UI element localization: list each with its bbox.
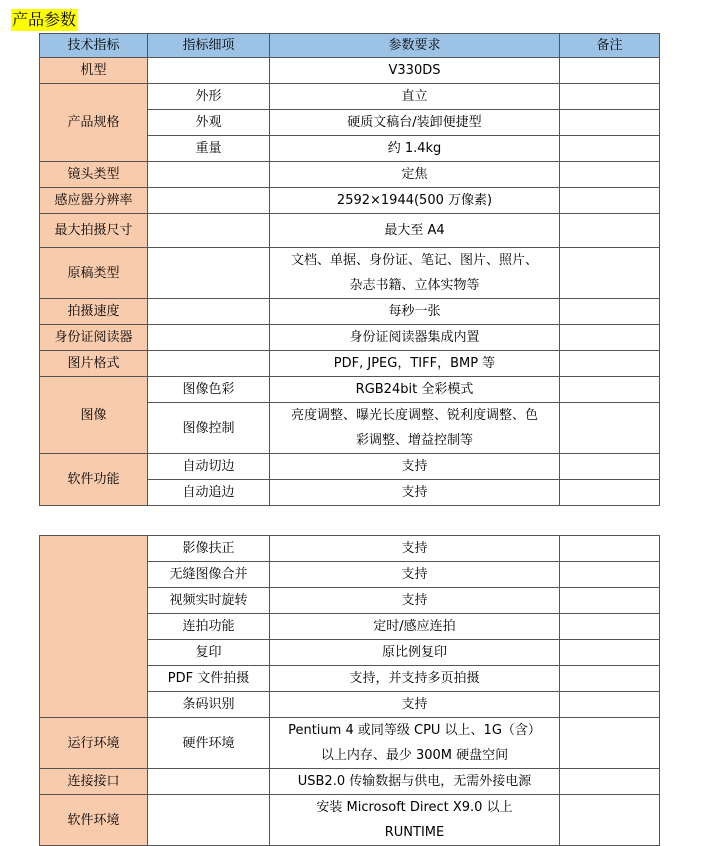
remark-cell [560, 299, 660, 325]
table-row [40, 718, 660, 769]
header-requirement: 参数要求 [270, 34, 560, 58]
value-cell: 支持 [270, 454, 560, 480]
sub-cell: 重量 [148, 136, 270, 162]
sub-cell: 外观 [148, 110, 270, 136]
sub-cell [148, 58, 270, 84]
value-cell: 直立 [270, 84, 560, 110]
category-cell: 软件功能 [40, 454, 148, 506]
value-line: RUNTIME [384, 825, 445, 840]
sub-cell [148, 162, 270, 188]
table-row [40, 325, 660, 351]
remark-cell [560, 248, 660, 299]
category-cell: 产品规格 [40, 84, 148, 162]
table-row [40, 769, 660, 795]
remark-cell [560, 214, 660, 248]
table-row [40, 454, 660, 480]
page-title: 产品参数 [12, 10, 77, 29]
category-cell: 连接接口 [40, 769, 148, 795]
category-cell: 身份证阅读器 [40, 325, 148, 351]
sub-cell [148, 351, 270, 377]
remark-cell [560, 536, 660, 562]
sub-cell [148, 299, 270, 325]
value-cell: RGB24bit 全彩模式 [270, 377, 560, 403]
category-cell: 图像 [40, 377, 148, 454]
category-cell: 机型 [40, 58, 148, 84]
remark-cell [560, 588, 660, 614]
value-line: Pentium 4 或同等级 CPU 以上、1G（含） [288, 723, 541, 738]
value-line: 彩调整、增益控制等 [355, 433, 473, 448]
value-cell: 每秒一张 [270, 299, 560, 325]
value-cell: 支持 [270, 562, 560, 588]
value-cell: USB2.0 传输数据与供电，无需外接电源 [270, 769, 560, 795]
remark-cell [560, 640, 660, 666]
table-row [40, 214, 660, 248]
table-row [40, 188, 660, 214]
sub-cell [148, 325, 270, 351]
sub-cell: 复印 [148, 640, 270, 666]
value-cell [270, 248, 560, 299]
value-cell: 支持，并支持多页拍摄 [270, 666, 560, 692]
remark-cell [560, 692, 660, 718]
parameters-table-continued [39, 535, 660, 846]
category-cell: 原稿类型 [40, 248, 148, 299]
sub-cell: 图像控制 [148, 403, 270, 454]
sub-cell: 硬件环境 [148, 718, 270, 769]
value-line: 文档、单据、身份证、笔记、图片、照片、 [290, 253, 538, 268]
remark-cell [560, 614, 660, 640]
sub-cell [148, 188, 270, 214]
remark-cell [560, 666, 660, 692]
value-cell: 身份证阅读器集成内置 [270, 325, 560, 351]
sub-cell: 连拍功能 [148, 614, 270, 640]
header-indicator: 技术指标 [40, 34, 148, 58]
value-cell [270, 403, 560, 454]
category-cell: 拍摄速度 [40, 299, 148, 325]
value-cell: 最大至 A4 [270, 214, 560, 248]
sub-cell: 图像色彩 [148, 377, 270, 403]
sub-cell: 外形 [148, 84, 270, 110]
category-cell: 最大拍摄尺寸 [40, 214, 148, 248]
value-cell: 2592×1944(500 万像素) [270, 188, 560, 214]
value-cell: V330DS [270, 58, 560, 84]
table-row [40, 795, 660, 846]
value-line: 亮度调整、曝光长度调整、锐利度调整、色 [290, 408, 538, 423]
sub-cell [148, 214, 270, 248]
remark-cell [560, 718, 660, 769]
category-cell: 感应器分辨率 [40, 188, 148, 214]
remark-cell [560, 58, 660, 84]
remark-cell [560, 480, 660, 506]
header-row [40, 34, 660, 58]
value-cell: 支持 [270, 692, 560, 718]
parameters-table [39, 33, 660, 506]
table-row [40, 351, 660, 377]
value-cell [270, 718, 560, 769]
sub-cell: 视频实时旋转 [148, 588, 270, 614]
header-sub-item: 指标细项 [148, 34, 270, 58]
value-line: 杂志书籍、立体实物等 [349, 278, 480, 293]
remark-cell [560, 325, 660, 351]
table-row [40, 84, 660, 110]
sub-cell: 影像扶正 [148, 536, 270, 562]
value-cell: 硬质文稿台/装卸便捷型 [270, 110, 560, 136]
sub-cell: 条码识别 [148, 692, 270, 718]
remark-cell [560, 84, 660, 110]
remark-cell [560, 562, 660, 588]
sub-cell: 无缝图像合并 [148, 562, 270, 588]
value-cell: 原比例复印 [270, 640, 560, 666]
value-cell: 定焦 [270, 162, 560, 188]
remark-cell [560, 162, 660, 188]
remark-cell [560, 454, 660, 480]
remark-cell [560, 795, 660, 846]
remark-cell [560, 351, 660, 377]
remark-cell [560, 377, 660, 403]
remark-cell [560, 403, 660, 454]
remark-cell [560, 136, 660, 162]
remark-cell [560, 110, 660, 136]
value-cell: PDF, JPEG，TIFF，BMP 等 [270, 351, 560, 377]
header-remark: 备注 [560, 34, 660, 58]
table-row [40, 299, 660, 325]
value-cell: 定时/感应连拍 [270, 614, 560, 640]
value-cell: 支持 [270, 536, 560, 562]
category-cell: 镜头类型 [40, 162, 148, 188]
value-line: 安装 Microsoft Direct X9.0 以上 [316, 800, 513, 815]
category-cell: 运行环境 [40, 718, 148, 769]
remark-cell [560, 769, 660, 795]
value-line: 以上内存、最少 300M 硬盘空间 [320, 748, 509, 763]
table-row [40, 248, 660, 299]
sub-cell [148, 248, 270, 299]
category-cell: 图片格式 [40, 351, 148, 377]
category-cell [40, 536, 148, 718]
sub-cell: PDF 文件拍摄 [148, 666, 270, 692]
remark-cell [560, 188, 660, 214]
value-cell: 支持 [270, 588, 560, 614]
value-cell: 约 1.4kg [270, 136, 560, 162]
sub-cell [148, 769, 270, 795]
value-cell: 支持 [270, 480, 560, 506]
table-row [40, 162, 660, 188]
table-row [40, 377, 660, 403]
sub-cell: 自动切边 [148, 454, 270, 480]
table-row [40, 58, 660, 84]
value-cell [270, 795, 560, 846]
category-cell: 软件环境 [40, 795, 148, 846]
sub-cell: 自动追边 [148, 480, 270, 506]
table-row [40, 536, 660, 562]
sub-cell [148, 795, 270, 846]
